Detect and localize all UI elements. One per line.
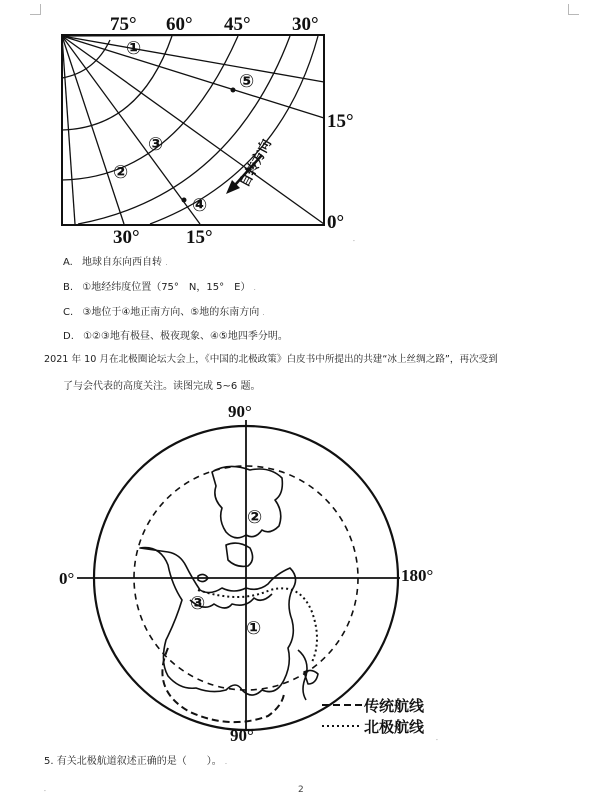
map-label-right-180: 180° xyxy=(401,566,434,585)
latlon-grid-figure xyxy=(50,8,370,248)
point-4 xyxy=(182,198,187,203)
parallel-2 xyxy=(62,36,172,130)
top-label-45: 45° xyxy=(224,14,251,35)
parallel-5 xyxy=(150,36,318,224)
rotation-direction-text: 自转方向 xyxy=(237,136,275,190)
option-c xyxy=(63,303,265,318)
option-c-letter: C. xyxy=(63,307,74,318)
line-end-mark: ⸳ xyxy=(353,236,355,244)
top-label-75: 75° xyxy=(110,14,137,35)
question-5-text: 5. 有关北极航道叙述正确的是（ ）。 xyxy=(44,756,222,767)
corner-mark-top-right xyxy=(568,4,579,15)
bottom-label-30: 30° xyxy=(113,227,140,248)
circled-number-4: ④ xyxy=(192,195,208,216)
option-a-letter: A. xyxy=(63,257,73,268)
bottom-label-15: 15° xyxy=(186,227,213,248)
top-label-30: 30° xyxy=(292,14,319,35)
circled-number-5: ⑤ xyxy=(239,71,255,92)
right-label-0: 0° xyxy=(327,212,345,233)
corner-mark-top-left xyxy=(30,4,41,15)
map-circled-2: ② xyxy=(247,507,263,528)
top-label-60: 60° xyxy=(166,14,193,35)
line-end-mark: ⸳ xyxy=(436,735,438,743)
circled-number-3: ③ xyxy=(148,134,164,155)
arctic-polar-map xyxy=(45,398,445,744)
point-5 xyxy=(231,88,236,93)
option-b-text: ①地经纬度位置（75° N，15° E） xyxy=(82,282,251,293)
map-circled-3: ③ xyxy=(190,593,206,614)
question-5 xyxy=(44,752,227,767)
intro-line-1: 2021 年 10 月在北极圈论坛大会上，《中国的北极政策》白皮书中所提出的共建“冰上丝绸之路”，再次受到 xyxy=(44,354,498,365)
map-circled-1: ① xyxy=(246,618,262,639)
option-d-letter: D. xyxy=(63,331,74,342)
parallel-4 xyxy=(78,36,290,224)
right-label-15: 15° xyxy=(327,111,354,132)
paragraph-mark: . xyxy=(253,284,256,292)
option-c-text: ③地位于④地正南方向、⑤地的东南方向 xyxy=(82,307,260,318)
option-b-letter: B. xyxy=(63,282,74,293)
map-legend xyxy=(322,697,425,736)
option-b xyxy=(63,278,256,293)
option-a-text: 地球自东向西自转 xyxy=(82,257,163,268)
option-d-text: ①②③地有极昼、极夜现象、④⑤地四季分明。 xyxy=(83,331,288,342)
circled-number-1: ① xyxy=(126,38,142,59)
meridian-30 xyxy=(62,36,324,82)
paragraph-mark: . xyxy=(165,259,168,267)
paragraph-mark: . xyxy=(262,309,265,317)
intro-line-2: 了与会代表的高度关注。读图完成 5~6 题。 xyxy=(63,381,261,392)
map-label-top-90: 90° xyxy=(228,402,252,421)
land-islands-center xyxy=(226,543,253,566)
option-a xyxy=(63,253,167,268)
option-d xyxy=(63,327,288,342)
map-label-left-0: 0° xyxy=(59,569,75,588)
line-start-mark: ⸳ xyxy=(44,786,46,794)
meridian-15-bottom xyxy=(62,36,200,224)
legend-arctic-route-label: 北极航线 xyxy=(364,718,425,736)
page-number: 2 xyxy=(298,785,304,795)
legend-traditional-route-label: 传统航线 xyxy=(364,697,425,715)
circled-number-2: ② xyxy=(113,162,129,183)
paragraph-mark: . xyxy=(224,758,228,766)
map-label-bottom-90: 90° xyxy=(230,726,254,744)
